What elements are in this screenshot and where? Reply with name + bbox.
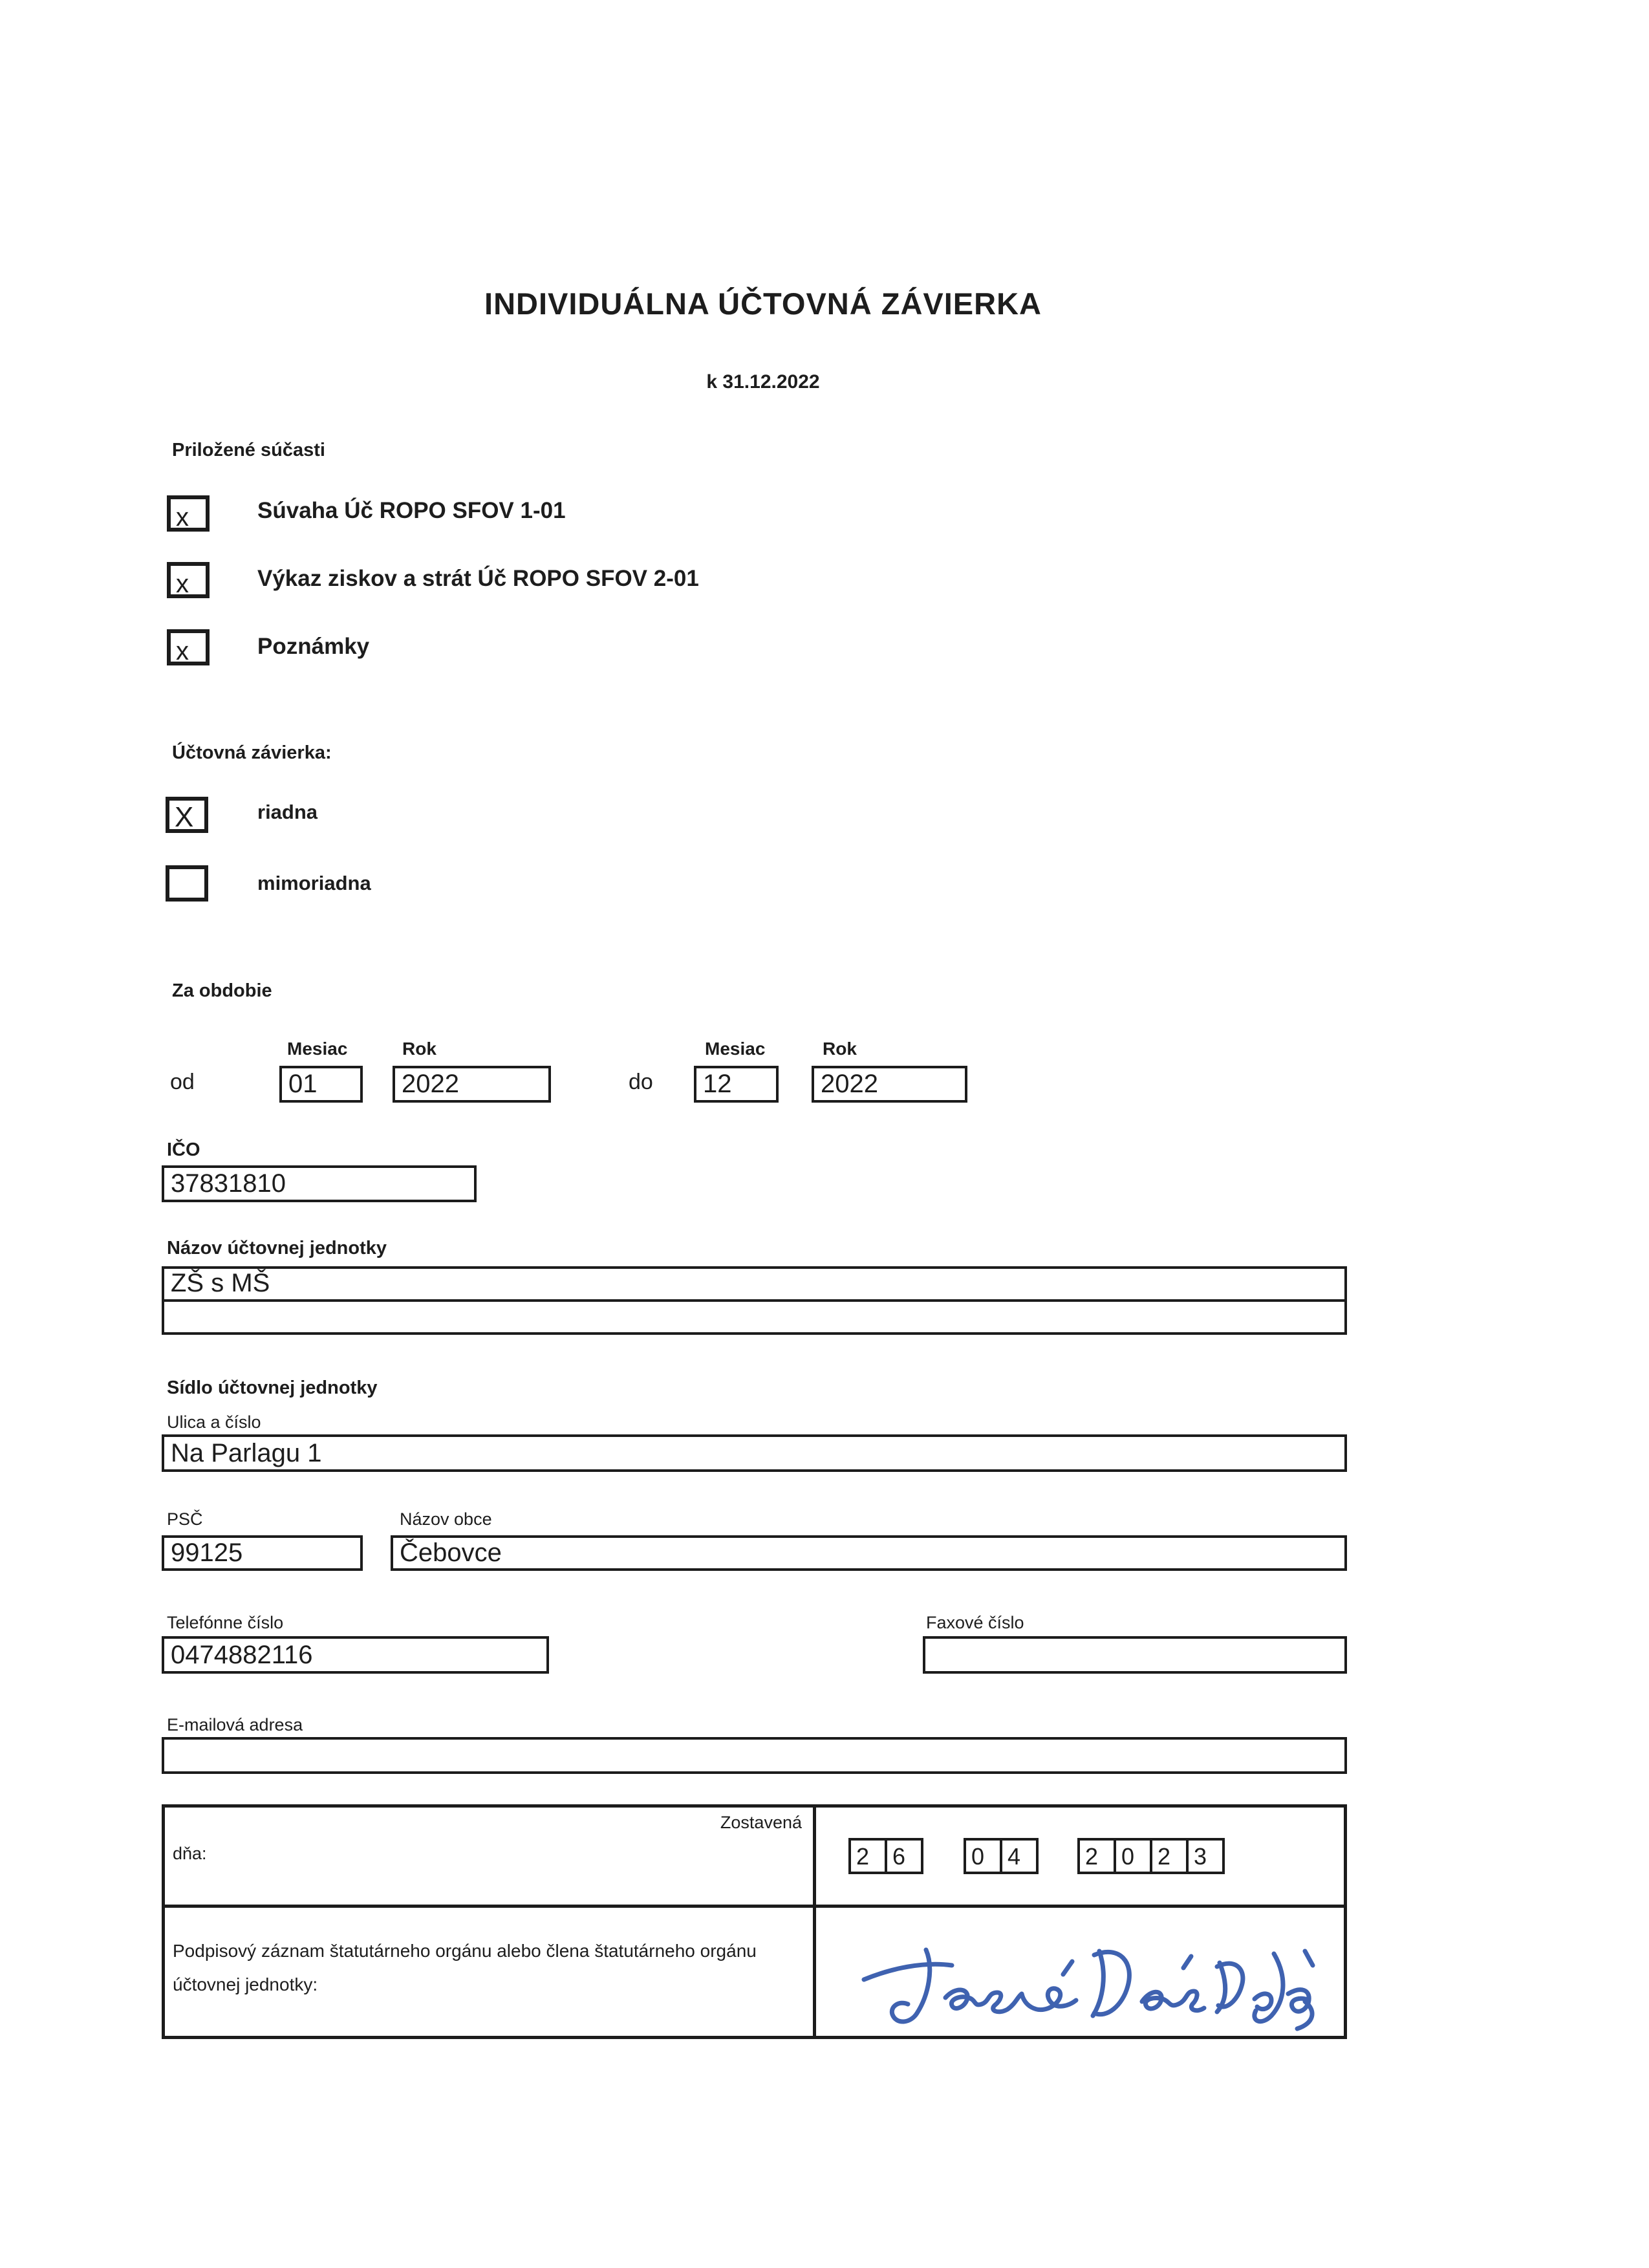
checkbox-riadna[interactable]: [166, 797, 208, 833]
fax-label: Faxové číslo: [926, 1613, 1024, 1632]
period-heading: Za obdobie: [172, 980, 272, 1001]
compiled-year-field[interactable]: [1077, 1838, 1222, 1874]
year-digit-2[interactable]: 0: [1114, 1838, 1152, 1874]
street-field[interactable]: [162, 1434, 1347, 1472]
checkbox-suvaha[interactable]: [167, 495, 210, 532]
checkbox-poznamky[interactable]: [167, 629, 210, 665]
statement-label-mimoriadna: mimoriadna: [257, 872, 371, 894]
statement-label-riadna: riadna: [257, 801, 318, 823]
entity-name-line2: [164, 1302, 1344, 1332]
from-year-field[interactable]: [393, 1066, 551, 1103]
entity-name-line1: ZŠ s MŠ: [164, 1269, 1344, 1302]
entity-name-field[interactable]: [162, 1266, 1347, 1335]
town-value: Čebovce: [400, 1539, 502, 1567]
address-heading: Sídlo účtovnej jednotky: [167, 1377, 378, 1398]
table-horizontal-divider: [165, 1905, 1344, 1908]
to-month-field[interactable]: [694, 1066, 779, 1103]
email-field[interactable]: [162, 1737, 1347, 1774]
from-year-value: 2022: [402, 1070, 459, 1098]
entity-name-label: Názov účtovnej jednotky: [167, 1238, 387, 1258]
attachment-label-suvaha: Súvaha Úč ROPO SFOV 1-01: [257, 498, 566, 523]
period-from-month-label: Mesiac: [287, 1039, 348, 1059]
zip-label: PSČ: [167, 1509, 203, 1529]
to-year-value: 2022: [821, 1070, 878, 1098]
to-year-field[interactable]: [812, 1066, 967, 1103]
zip-field[interactable]: [162, 1535, 363, 1571]
period-to-month-label: Mesiac: [705, 1039, 766, 1059]
phone-field[interactable]: [162, 1636, 549, 1674]
town-label: Názov obce: [400, 1509, 492, 1529]
period-from-year-label: Rok: [402, 1039, 436, 1059]
attachment-label-poznamky: Poznámky: [257, 634, 370, 659]
period-from-label: od: [170, 1070, 195, 1094]
year-digit-1[interactable]: 2: [1077, 1838, 1116, 1874]
month-digit-1[interactable]: 0: [964, 1838, 1002, 1874]
day-digit-2[interactable]: 6: [885, 1838, 923, 1874]
checkbox-vykaz[interactable]: [167, 562, 210, 598]
signature-statement-label: Podpisový záznam štatutárneho orgánu alebo člena štatutárneho orgánu účtovnej jednotky:: [173, 1941, 757, 1994]
statement-type-heading: Účtovná závierka:: [172, 742, 332, 763]
checkbox-vykaz-mark: x: [176, 570, 189, 598]
compiled-label: Zostavená: [720, 1813, 802, 1832]
signature-handwriting: [860, 1932, 1339, 2038]
signature-table: [162, 1804, 1347, 2039]
phone-value: 0474882116: [171, 1641, 313, 1669]
page-title: INDIVIDUÁLNA ÚČTOVNÁ ZÁVIERKA: [484, 286, 1042, 321]
period-to-label: do: [629, 1070, 653, 1094]
town-field[interactable]: [391, 1535, 1347, 1571]
checkbox-poznamky-mark: x: [176, 637, 189, 665]
email-label: E-mailová adresa: [167, 1715, 303, 1734]
period-to-year-label: Rok: [823, 1039, 857, 1059]
year-digit-4[interactable]: 3: [1186, 1838, 1225, 1874]
attachments-heading: Priložené súčasti: [172, 440, 325, 460]
fax-field[interactable]: [923, 1636, 1347, 1674]
day-digit-1[interactable]: 2: [848, 1838, 887, 1874]
ico-field[interactable]: [162, 1165, 477, 1202]
checkbox-mimoriadna[interactable]: [166, 865, 208, 902]
ico-value: 37831810: [171, 1169, 286, 1198]
zip-value: 99125: [171, 1539, 243, 1567]
phone-label: Telefónne číslo: [167, 1613, 284, 1632]
street-value: Na Parlagu 1: [171, 1439, 322, 1467]
from-month-field[interactable]: [279, 1066, 363, 1103]
year-digit-3[interactable]: 2: [1150, 1838, 1189, 1874]
from-month-value: 01: [288, 1070, 318, 1098]
compiled-day-field[interactable]: [848, 1838, 921, 1874]
checkbox-suvaha-mark: x: [176, 503, 189, 532]
month-digit-2[interactable]: 4: [1000, 1838, 1039, 1874]
ico-label: IČO: [167, 1139, 200, 1160]
attachment-label-vykaz: Výkaz ziskov a strát Úč ROPO SFOV 2-01: [257, 566, 699, 591]
to-month-value: 12: [703, 1070, 732, 1098]
checkbox-riadna-mark: X: [175, 801, 194, 833]
compiled-month-field[interactable]: [964, 1838, 1036, 1874]
page-subtitle: k 31.12.2022: [706, 371, 820, 393]
date-label: dňa:: [173, 1844, 207, 1863]
table-vertical-divider: [813, 1808, 816, 2036]
street-label: Ulica a číslo: [167, 1412, 261, 1432]
